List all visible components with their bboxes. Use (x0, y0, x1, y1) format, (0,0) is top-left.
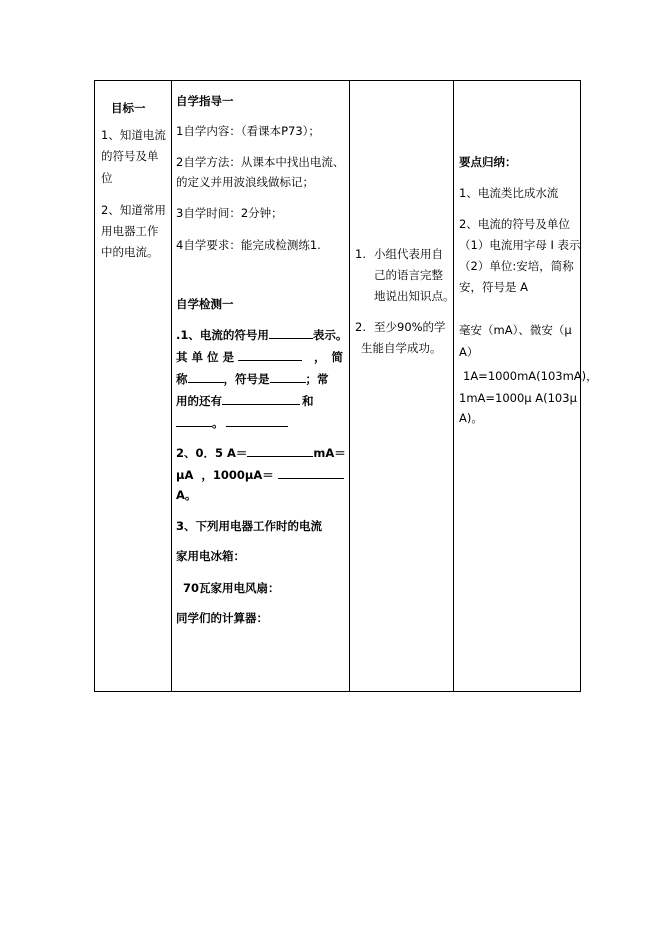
blank (238, 349, 302, 361)
question-1-line: 用的还有 和 (176, 394, 314, 408)
outcome-line: 己的语言完整 (374, 268, 443, 282)
lesson-plan-table (94, 80, 598, 692)
summary-line: A)。 (459, 411, 483, 425)
guide-item: 的定义并用波浪线做标记； (176, 175, 314, 189)
summary-line: 2、电流的符号及单位 (459, 217, 570, 231)
goal-title: 目标一 (111, 101, 146, 115)
blank (222, 393, 300, 405)
outcome-line: 地说出知识点。 (374, 289, 455, 303)
goal-line: 2、知道常用 (101, 203, 166, 217)
question-1-line: .1、电流的符号用 表示。 (176, 328, 348, 342)
blank (226, 415, 288, 427)
goal-line: 1、知道电流 (101, 128, 166, 142)
outcome-line: 至少90%的学 (374, 320, 446, 334)
guide-item: 2自学方法：从课本中找出电流、 (176, 155, 345, 169)
question-1-line: 其单位是 ，简 (176, 350, 349, 364)
question-1-line: 。 (176, 415, 288, 431)
goal-line: 位 (101, 171, 113, 185)
question-3-item: 家用电冰箱： (176, 549, 245, 563)
blank (278, 467, 344, 479)
question-2-line: 2、0．5 A＝ mA＝ (176, 446, 346, 460)
outcome-line: 生能自学成功。 (361, 341, 442, 355)
guide-title: 自学指导一 (176, 94, 234, 108)
goals-column (95, 81, 171, 691)
blank (247, 445, 313, 457)
goal-line: 用电器工作 (101, 224, 159, 238)
outcome-number: 1. (355, 247, 366, 261)
question-3-item: 70瓦家用电风扇： (183, 581, 280, 595)
summary-line: （2）单位:安培，简称 (459, 259, 574, 273)
summary-line: （1）电流用字母 I 表示 (459, 238, 581, 252)
check-title: 自学检测一 (176, 297, 234, 311)
goal-line: 的符号及单 (101, 149, 159, 163)
summary-line: 1A=1000mA(103mA)， (463, 369, 598, 383)
question-1-line: 称 ，符号是 ；常 (176, 372, 329, 386)
summary-line: 1mA=1000μ A(103μ (459, 391, 577, 405)
summary-line: 安，符号是 A (459, 280, 529, 294)
summary-line: 毫安（mA）、微安（μ (459, 323, 572, 337)
blank (176, 415, 212, 427)
question-2-line: A。 (176, 488, 197, 502)
goal-line: 中的电流。 (101, 245, 159, 259)
outcome-number: 2. (355, 320, 366, 334)
summary-title: 要点归纳： (459, 155, 517, 169)
guide-item: 1自学内容：（看课本P73）； (176, 124, 320, 138)
guide-item: 3自学时间：2分钟； (176, 206, 283, 220)
question-2-line: μA ，1000μA＝ (176, 467, 344, 483)
outcome-line: 小组代表用自 (374, 247, 443, 261)
blank (270, 371, 306, 383)
guide-column (171, 81, 349, 691)
outcome-column (349, 81, 453, 691)
question-3-title: 3、下列用电器工作时的电流 (176, 519, 323, 533)
question-3-item: 同学们的计算器： (176, 611, 268, 625)
blank (269, 327, 313, 339)
summary-line: 1、电流类比成水流 (459, 186, 559, 200)
summary-line: A） (459, 345, 479, 359)
summary-column (453, 81, 598, 691)
guide-item: 4自学要求：能完成检测练1. (176, 238, 321, 252)
blank (188, 371, 224, 383)
